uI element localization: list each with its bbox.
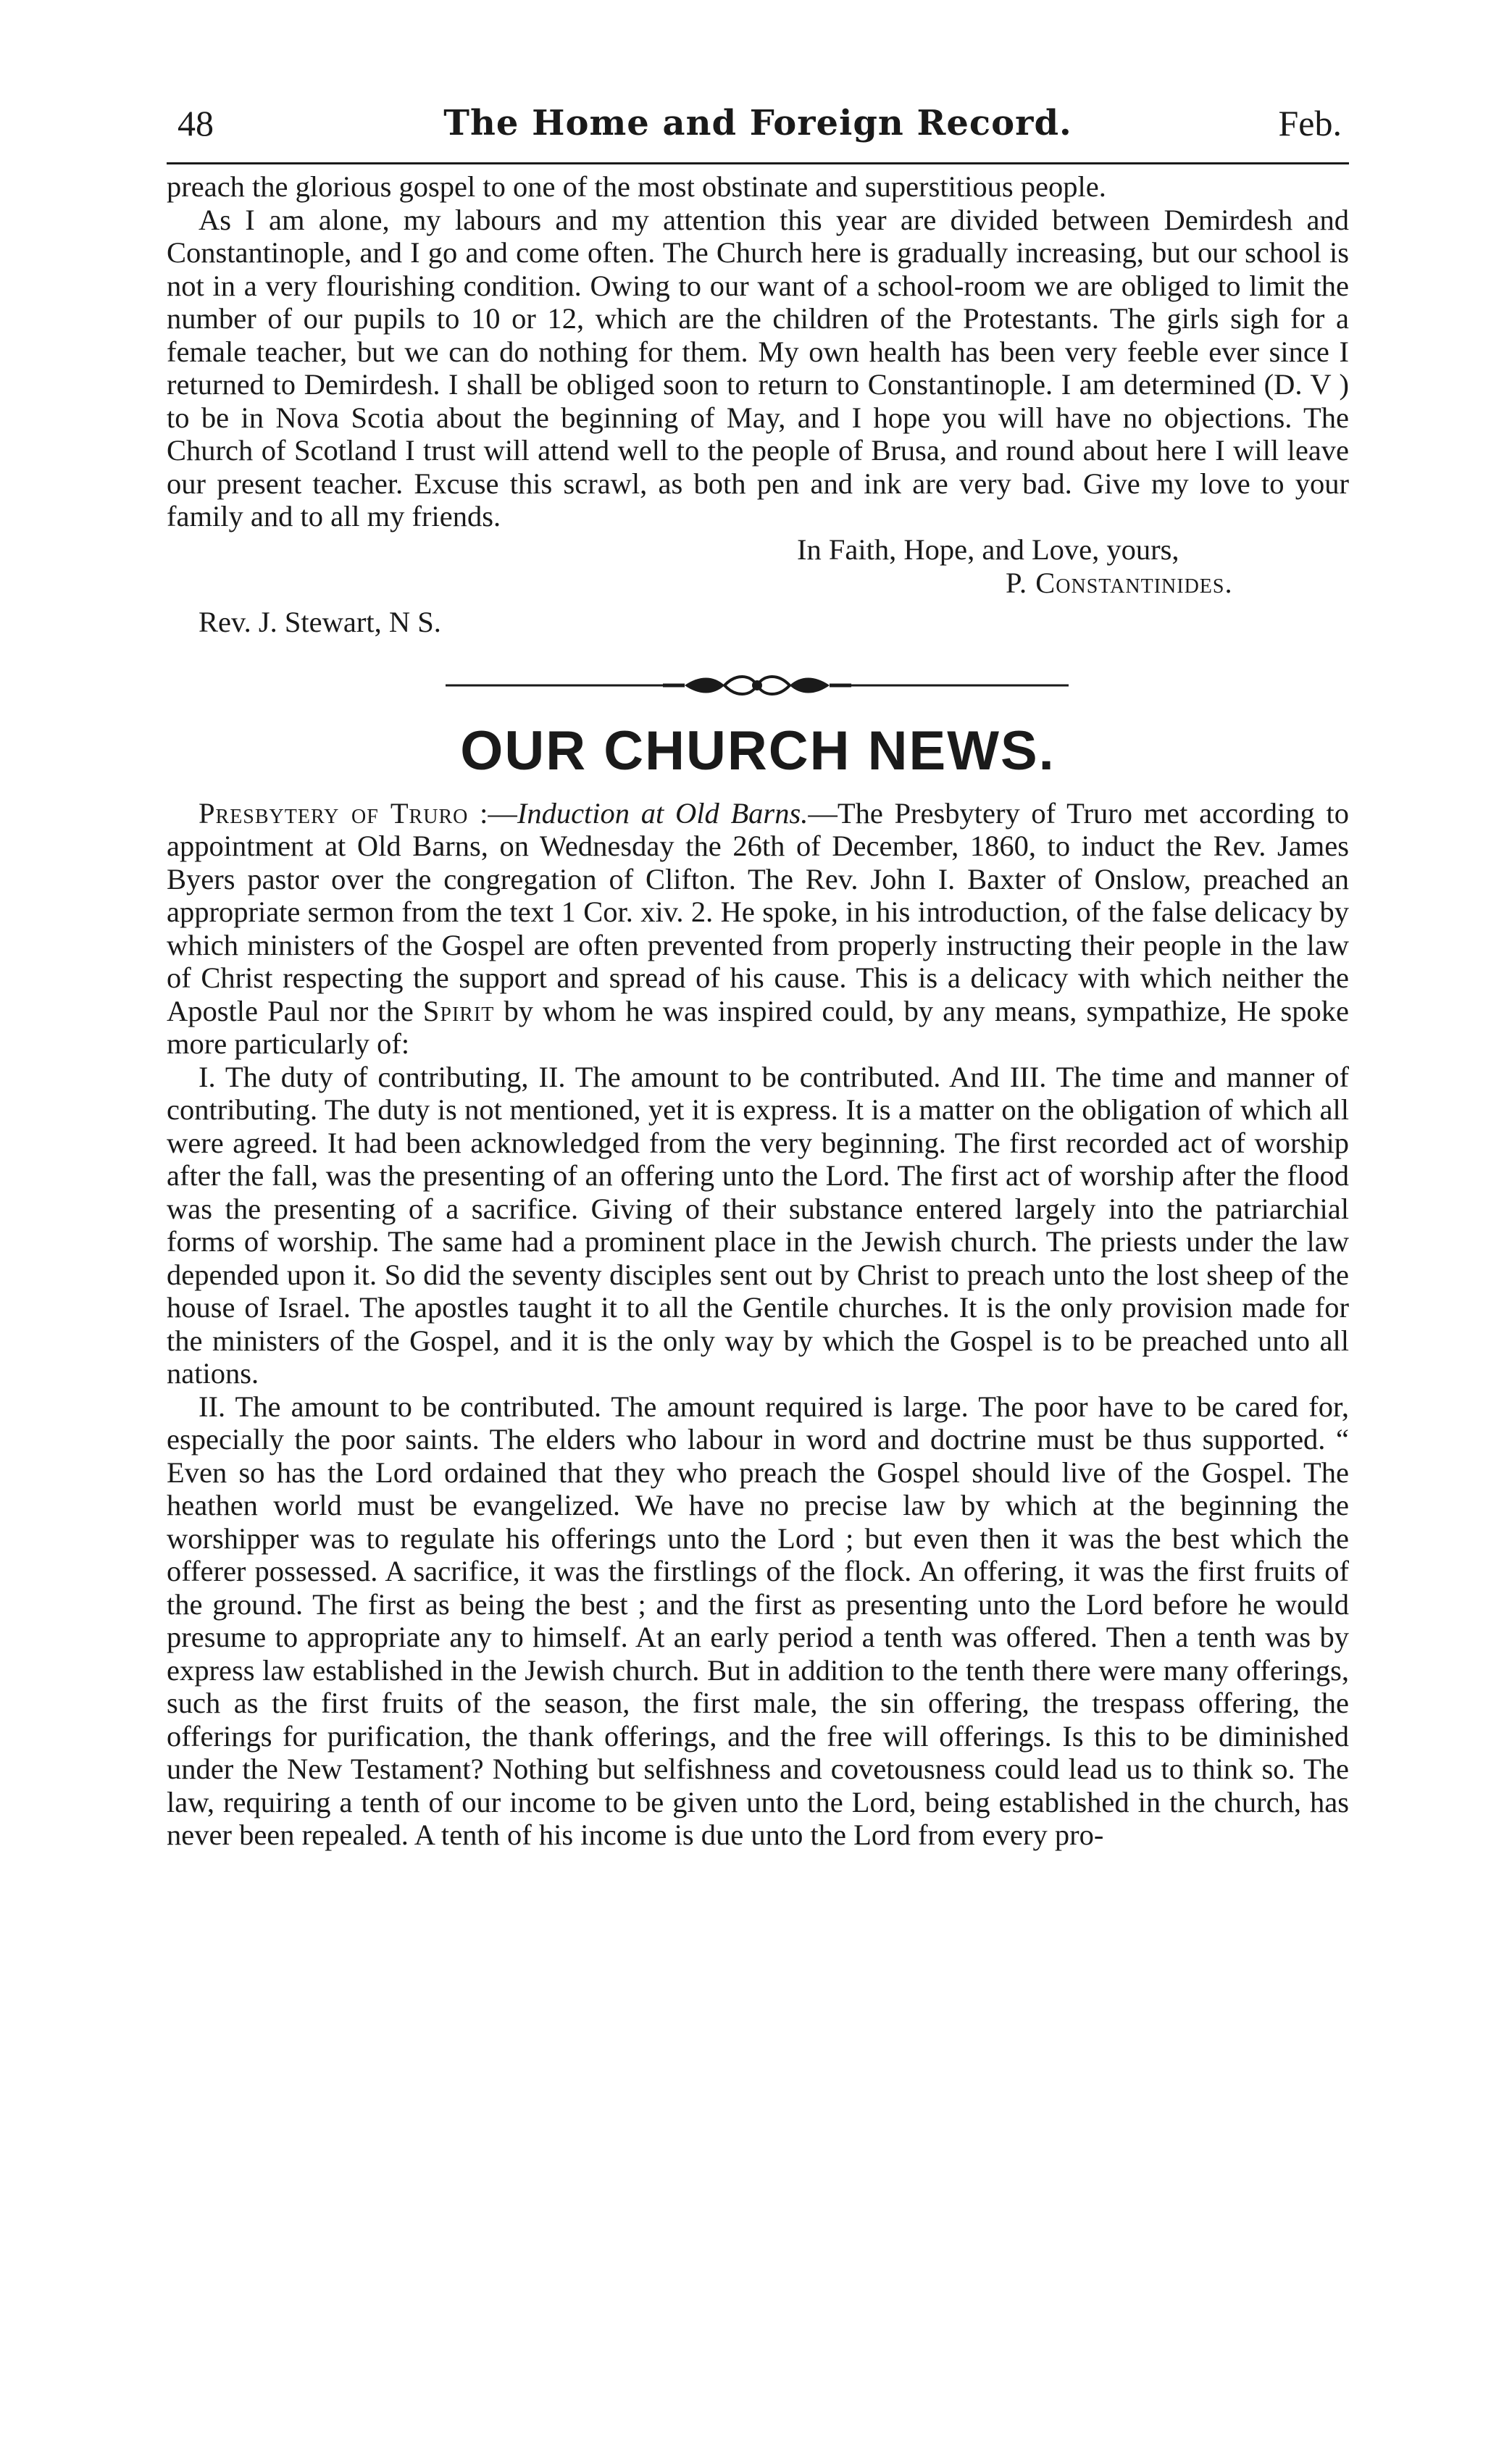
page-number: 48 — [177, 103, 214, 143]
report-spirit-word: Spirit — [422, 994, 495, 1027]
report-opening-paragraph — [167, 797, 1349, 1061]
report-paragraph-amount: II. The amount to be contributed. The amount required is large. The poor have to be cared for, especially the poor saints. The elders who labour in word and doctrine must be thus supported. “ Even so has the Lord ordained that they who preach the Gospel should live of the Gospel. The heathen world must be evangelized. We have no precise law by which at the beginning the worshipper was to regulate his offerings unto the Lord ; but even then it was the best which the offerer possessed. A sacrifice, it was the firstlings of the flock. An offering, it was the first fruits of the ground. The first as being the best ; and the first as presenting unto the Lord before he would presume to appropriate any to himself. At an early period a tenth was offered. Then a tenth was by express law established in the Jewish church. But in addition to the tenth there were many offerings, such as the first fruits of the season, the first male, the sin offering, the trespass offering, the offerings for purification, the thank offerings, and the free will offerings. Is this to be diminished under the New Testament? Nothing but selfishness and covetousness could lead us to think so. The law, requiring a tenth of our income to be given unto the Lord, being established in the church, has never been repealed. A tenth of his income is due unto the Lord from every pro- — [167, 1390, 1349, 1851]
periodical-title: The Home and Foreign Record. — [443, 103, 1072, 143]
letter-closing: In Faith, Hope, and Love, yours, — [797, 533, 1179, 566]
letter-signature: P. Constantinides. — [1006, 566, 1233, 599]
section-title: OUR CHURCH NEWS. — [460, 719, 1056, 782]
church-news-report — [167, 797, 1349, 1852]
report-opening-text: —The Presbytery of Truro met according to appointment at Old Barns, on Wednesday the 26th of December, 1860, to induct the Rev. James Byers pastor over the congregation of Clifton. The Rev. John I. Baxter of Onslow, preached an appropriate sermon from the text 1 Cor. xiv. 2. He spoke, in his introduction, of the false delicacy by which ministers of the Gospel are often prevented from properly instructing their people in the law of Christ respecting the support and spread of his cause. This is a delicacy with which neither the Apostle Paul nor the — [167, 796, 1349, 1027]
running-head — [167, 94, 1349, 152]
header-rule — [167, 162, 1349, 164]
report-heading-separator: :— — [468, 796, 517, 830]
report-heading-subject: Induction at Old Barns. — [517, 796, 809, 830]
letter-signoff — [167, 533, 1349, 642]
letter-body — [167, 170, 1349, 533]
report-paragraph-duty: I. The duty of contributing, II. The amount to be contributed. And III. The time and manner of contributing. The duty is not mentioned, yet it is express. It is a matter on the obligation of which all were agreed. It had been acknowledged from the very beginning. The first recorded act of worship after the fall, was the presenting of an offering unto the Lord. The first act of worship after the flood was the presenting of a sacrifice. Giving of their substance entered largely into the patriarchial forms of worship. The same had a prominent place in the Jewish church. The priests under the law depended upon it. So did the seventy disciples sent out by Christ to preach unto the lost sheep of the house of Israel. The apostles taught it to all the Gentile churches. It is the only provision made for the ministers of the Gospel, and it is the only way by which the Gospel is to be preached unto all nations. — [167, 1060, 1349, 1390]
report-heading-presbytery: Presbytery of Truro — [199, 796, 469, 830]
section-divider-ornament — [167, 671, 1349, 700]
page — [167, 94, 1349, 1852]
letter-addressee: Rev. J. Stewart, N S. — [199, 605, 441, 638]
issue-month: Feb. — [1278, 103, 1342, 143]
letter-paragraph-1: preach the glorious gospel to one of the most obstinate and superstitious people. — [167, 170, 1106, 203]
letter-paragraph-2: As I am alone, my labours and my attention this year are divided between Demirdesh and Constantinople, and I go and come often. The Church here is gradually increasing, but our school is not in a very flourishing condition. Owing to our want of a school-room we are obliged to limit the number of our pupils to 10 or 12, which are the children of the Protestants. The girls sigh for a female teacher, but we can do nothing for them. My own health has been very feeble ever since I returned to Demirdesh. I shall be obliged soon to return to Constantinople. I am determined (D. V ) to be in Nova Scotia about the beginning of May, and I hope you will have no objections. The Church of Scotland I trust will attend well to the people of Brusa, and round about here I will leave our present teacher. Excuse this scrawl, as both pen and ink are very bad. Give my love to your family and to all my friends. — [167, 203, 1349, 533]
report-opening-tail: by whom he was inspired could, by any means, sympathize, He spoke more particularly of: — [167, 994, 1349, 1060]
